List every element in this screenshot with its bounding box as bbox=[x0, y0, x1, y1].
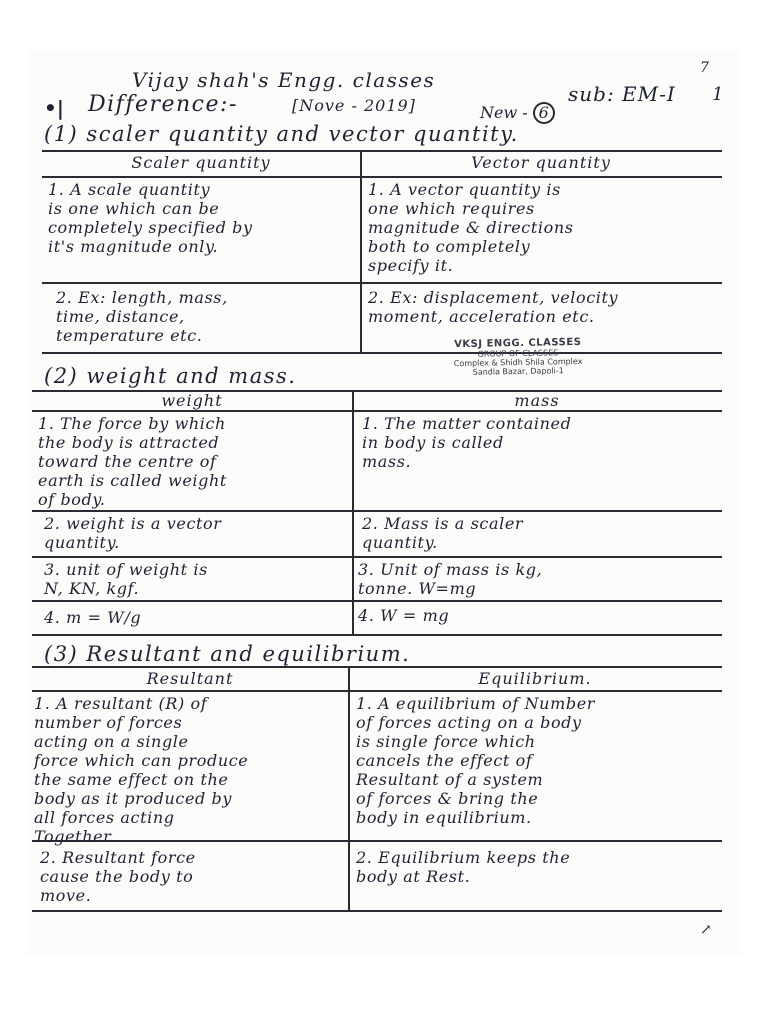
section-3-heading: (3) Resultant and equilibrium. bbox=[44, 642, 411, 666]
table-cell: 4. W = mg bbox=[358, 606, 450, 625]
divider bbox=[32, 556, 722, 558]
divider bbox=[32, 666, 722, 668]
column-header: Equilibrium. bbox=[478, 669, 592, 688]
table-cell: 3. Unit of mass is kg, tonne. W=mg bbox=[358, 560, 543, 598]
divider bbox=[42, 352, 722, 354]
margin-mark: ↗ bbox=[700, 922, 712, 938]
column-header: Scaler quantity bbox=[131, 153, 271, 172]
table-cell: 2. weight is a vector quantity. bbox=[44, 514, 222, 552]
divider bbox=[32, 600, 722, 602]
stamp-line: Complex & Shidh Shila Complex bbox=[453, 356, 583, 369]
divider bbox=[32, 510, 722, 512]
table-cell: 2. Equilibrium keeps the body at Rest. bbox=[356, 848, 571, 886]
divider bbox=[32, 634, 722, 636]
divider bbox=[42, 150, 722, 152]
column-header: Resultant bbox=[146, 669, 234, 688]
page-title: Difference:- bbox=[88, 92, 238, 117]
divider bbox=[32, 410, 722, 412]
table-cell: 1. A scale quantity is one which can be completely specified by it's magnitude only. bbox=[48, 180, 253, 256]
table-cell: 4. m = W/g bbox=[44, 608, 142, 627]
divider bbox=[32, 910, 722, 912]
table-cell: 2. Ex: displacement, velocity moment, acceleration etc. bbox=[368, 288, 619, 326]
divider bbox=[42, 176, 722, 178]
divider bbox=[42, 282, 722, 284]
table-cell: 1. A equilibrium of Number of forces acting on a body is single force which cancels the effect of Resultant of a system of forces & bring the body in equilibrium. bbox=[356, 694, 596, 827]
table-cell: 3. unit of weight is N, KN, kgf. bbox=[44, 560, 208, 598]
column-header: weight bbox=[161, 391, 223, 410]
divider bbox=[32, 690, 722, 692]
page-number: 1 bbox=[712, 84, 724, 105]
subject-label: sub: EM-I bbox=[568, 82, 676, 106]
table-cell: 1. A resultant (R) of number of forces acting on a single force which can produce the same effect on the body as it produced by all forces acting Together. bbox=[34, 694, 249, 846]
column-header: Vector quantity bbox=[471, 153, 611, 172]
corner-mark: 7 bbox=[700, 60, 709, 76]
institute-name: Vijay shah's Engg. classes bbox=[132, 68, 436, 92]
table-cell: 1. The force by which the body is attracted toward the centre of earth is called weight of body. bbox=[38, 414, 227, 509]
stamp-line: VKSJ ENGG. CLASSES bbox=[454, 336, 582, 351]
bullet-mark: •| bbox=[44, 96, 65, 120]
table-cell: 2. Mass is a scaler quantity. bbox=[362, 514, 524, 552]
column-divider bbox=[352, 390, 354, 634]
column-divider bbox=[360, 150, 362, 352]
section-1-heading: (1) scaler quantity and vector quantity. bbox=[44, 122, 519, 146]
date-label: [Nove - 2019] bbox=[292, 96, 416, 115]
class-stamp bbox=[418, 336, 619, 377]
table-cell: 2. Resultant force cause the body to move. bbox=[40, 848, 196, 905]
column-divider bbox=[348, 666, 350, 910]
new-number-circle: 6 bbox=[533, 102, 555, 124]
new-label bbox=[480, 102, 555, 124]
section-2-heading: (2) weight and mass. bbox=[44, 364, 297, 388]
table-cell: 1. A vector quantity is one which requires magnitude & directions both to completely specify it. bbox=[368, 180, 574, 275]
column-header: mass bbox=[514, 391, 560, 410]
new-text: New - bbox=[480, 103, 528, 122]
stamp-line: GROUP OF CLASSES bbox=[477, 348, 559, 359]
stamp-line: Sandla Bazar, Dapoli-1 bbox=[472, 366, 564, 377]
table-cell: 2. Ex: length, mass, time, distance, temperature etc. bbox=[56, 288, 228, 345]
table-cell: 1. The matter contained in body is called mass. bbox=[362, 414, 572, 471]
